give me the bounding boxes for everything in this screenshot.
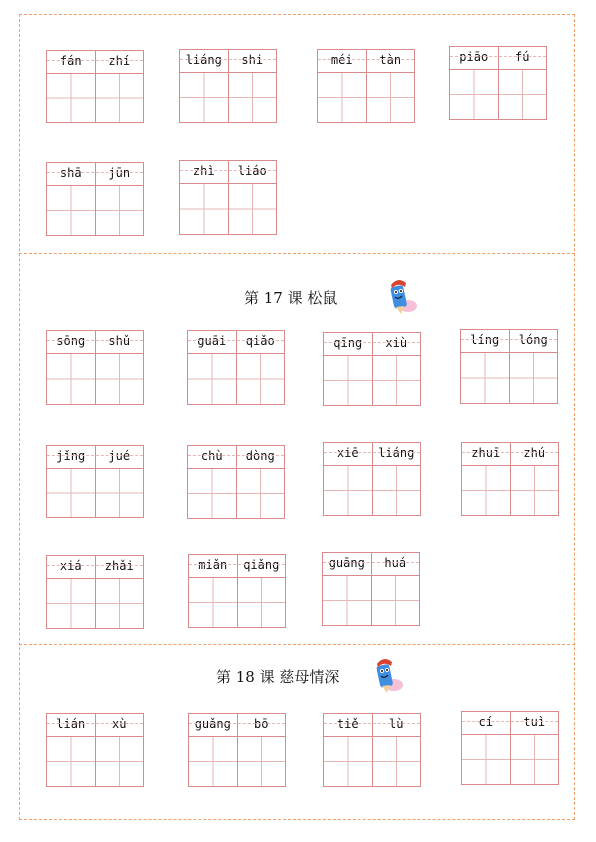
lesson-18-title: 第 18 课 慈母情深 bbox=[216, 668, 340, 686]
pencil-mascot-icon bbox=[370, 655, 404, 695]
word-box bbox=[461, 711, 559, 785]
writing-cell[interactable] bbox=[510, 735, 559, 784]
word-box bbox=[46, 162, 144, 236]
pinyin-syllable: tàn bbox=[366, 50, 415, 72]
writing-cell[interactable] bbox=[237, 578, 286, 627]
pinyin-syllable: qiǎng bbox=[237, 555, 286, 577]
word-box bbox=[317, 49, 415, 123]
writing-cell[interactable] bbox=[47, 74, 95, 122]
writing-cell[interactable] bbox=[189, 737, 237, 786]
writing-cell[interactable] bbox=[95, 74, 144, 122]
pinyin-syllable: jūn bbox=[95, 163, 144, 185]
word-box bbox=[322, 552, 420, 626]
writing-cell[interactable] bbox=[47, 737, 95, 786]
writing-cell[interactable] bbox=[236, 469, 285, 518]
word-box bbox=[187, 445, 285, 519]
pinyin-syllable: miǎn bbox=[198, 558, 228, 572]
writing-cell[interactable] bbox=[236, 354, 285, 404]
writing-cell[interactable] bbox=[324, 737, 372, 786]
writing-cell[interactable] bbox=[324, 356, 372, 405]
writing-cell[interactable] bbox=[189, 578, 237, 627]
pinyin-syllable: qiǎo bbox=[236, 331, 285, 353]
writing-cell[interactable] bbox=[372, 466, 421, 515]
pinyin-syllable: dòng bbox=[236, 446, 285, 468]
word-box bbox=[46, 50, 144, 123]
writing-cell[interactable] bbox=[228, 73, 277, 122]
pinyin-syllable: liáng bbox=[185, 53, 222, 67]
word-box bbox=[179, 160, 277, 235]
pinyin-syllable: xù bbox=[95, 714, 144, 736]
writing-cell[interactable] bbox=[47, 469, 95, 517]
section-divider-2 bbox=[19, 644, 575, 645]
writing-cell[interactable] bbox=[47, 354, 95, 404]
pinyin-syllable: zhuī bbox=[471, 446, 501, 460]
writing-cell[interactable] bbox=[366, 73, 415, 122]
writing-cell[interactable] bbox=[47, 186, 95, 235]
word-box bbox=[323, 332, 421, 406]
writing-cell[interactable] bbox=[323, 576, 371, 625]
pinyin-syllable: chù bbox=[200, 449, 223, 463]
writing-cell[interactable] bbox=[450, 70, 498, 119]
pinyin-syllable: tuì bbox=[510, 712, 559, 734]
pinyin-syllable: xiá bbox=[59, 559, 82, 573]
pinyin-syllable: zhì bbox=[192, 164, 215, 178]
word-box bbox=[46, 555, 144, 629]
pinyin-syllable: zhí bbox=[95, 51, 144, 73]
pencil-mascot-icon bbox=[384, 276, 418, 316]
pinyin-syllable: cí bbox=[478, 715, 493, 729]
pinyin-syllable: huá bbox=[371, 553, 420, 575]
pinyin-syllable: líng bbox=[470, 333, 500, 347]
writing-cell[interactable] bbox=[95, 354, 144, 404]
word-box bbox=[461, 442, 559, 516]
word-box bbox=[179, 49, 277, 123]
word-box bbox=[188, 713, 286, 787]
writing-cell[interactable] bbox=[180, 184, 228, 234]
writing-cell[interactable] bbox=[509, 353, 558, 403]
pinyin-syllable: méi bbox=[330, 53, 353, 67]
pinyin-syllable: zhǎi bbox=[95, 556, 144, 578]
pinyin-syllable: guǎng bbox=[194, 717, 231, 731]
word-box bbox=[46, 445, 144, 518]
writing-cell[interactable] bbox=[324, 466, 372, 515]
writing-cell[interactable] bbox=[188, 354, 236, 404]
writing-cell[interactable] bbox=[372, 737, 421, 786]
pinyin-syllable: lián bbox=[56, 717, 86, 731]
writing-cell[interactable] bbox=[47, 579, 95, 628]
word-box bbox=[323, 442, 421, 516]
pinyin-syllable: zhú bbox=[510, 443, 559, 465]
word-box bbox=[460, 329, 558, 404]
pinyin-syllable: shā bbox=[59, 166, 82, 180]
writing-cell[interactable] bbox=[510, 466, 559, 515]
section-divider-1 bbox=[19, 253, 575, 254]
writing-cell[interactable] bbox=[228, 184, 277, 234]
pinyin-syllable: jǐng bbox=[56, 449, 86, 463]
word-box bbox=[46, 330, 144, 405]
word-box bbox=[188, 554, 286, 628]
pinyin-syllable: bō bbox=[237, 714, 286, 736]
pinyin-syllable: tiě bbox=[336, 717, 359, 731]
writing-cell[interactable] bbox=[372, 356, 421, 405]
pinyin-syllable: lóng bbox=[509, 330, 558, 352]
pinyin-syllable: fán bbox=[59, 54, 82, 68]
writing-cell[interactable] bbox=[180, 73, 228, 122]
writing-cell[interactable] bbox=[95, 186, 144, 235]
word-box bbox=[46, 713, 144, 787]
page-frame bbox=[19, 14, 575, 820]
pinyin-syllable: shi bbox=[228, 50, 277, 72]
lesson-17-title: 第 17 课 松鼠 bbox=[244, 289, 338, 307]
pinyin-syllable: sōng bbox=[56, 334, 86, 348]
writing-cell[interactable] bbox=[462, 466, 510, 515]
pinyin-syllable: liáng bbox=[372, 443, 421, 465]
writing-cell[interactable] bbox=[371, 576, 420, 625]
pinyin-syllable: jué bbox=[95, 446, 144, 468]
pinyin-syllable: liáo bbox=[228, 161, 277, 183]
pinyin-syllable: xiù bbox=[372, 333, 421, 355]
pinyin-syllable: guāi bbox=[197, 334, 227, 348]
word-box bbox=[449, 46, 547, 120]
word-box bbox=[323, 713, 421, 787]
writing-cell[interactable] bbox=[318, 73, 366, 122]
writing-cell[interactable] bbox=[498, 70, 547, 119]
writing-cell[interactable] bbox=[462, 735, 510, 784]
writing-cell[interactable] bbox=[95, 579, 144, 628]
pinyin-syllable: guāng bbox=[328, 556, 365, 570]
pinyin-syllable: xiē bbox=[336, 446, 359, 460]
pinyin-syllable: lù bbox=[372, 714, 421, 736]
writing-cell[interactable] bbox=[237, 737, 286, 786]
writing-cell[interactable] bbox=[461, 353, 509, 403]
writing-cell[interactable] bbox=[95, 469, 144, 517]
pinyin-syllable: piāo bbox=[459, 50, 489, 64]
writing-cell[interactable] bbox=[188, 469, 236, 518]
writing-cell[interactable] bbox=[95, 737, 144, 786]
pinyin-syllable: shǔ bbox=[95, 331, 144, 353]
pinyin-syllable: fú bbox=[498, 47, 547, 69]
pinyin-syllable: qīng bbox=[333, 336, 363, 350]
word-box bbox=[187, 330, 285, 405]
